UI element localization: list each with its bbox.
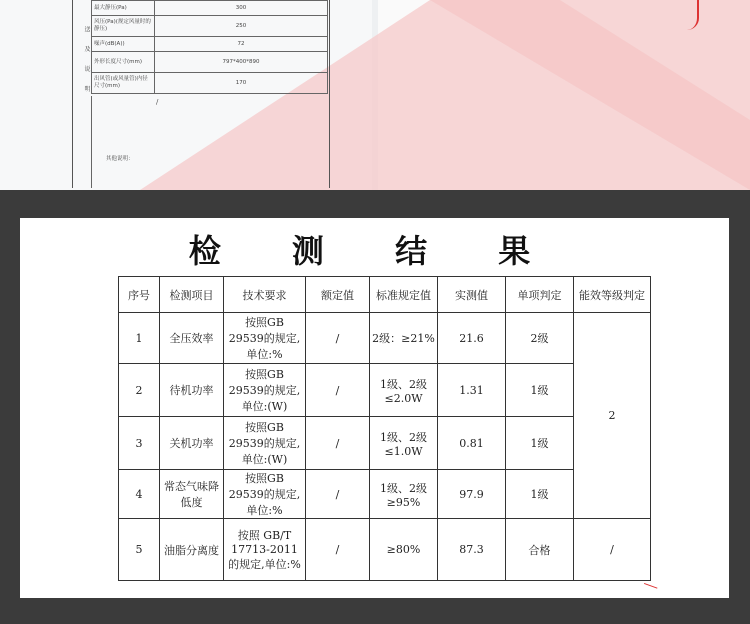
cell-requirement: 按照GB 29539的规定,单位:% xyxy=(224,470,306,519)
cell-energy-grade-row5: / xyxy=(574,519,651,581)
page-title: 检 测 结 果 xyxy=(188,232,561,270)
table-header-row xyxy=(119,277,651,313)
spec-value: 250 xyxy=(155,16,328,37)
header-judgement: 单项判定 xyxy=(506,277,574,313)
cell-item: 油脂分离度 xyxy=(160,519,224,581)
cell-rated: / xyxy=(306,313,370,364)
table-row xyxy=(119,470,651,519)
cell-judgement: 1级 xyxy=(506,470,574,519)
cell-standard: 1级、2级≥95% xyxy=(370,470,438,519)
cell-requirement: 按照 GB/T 17713-2011的规定,单位:% xyxy=(224,519,306,581)
cell-standard: 2级：≥21% xyxy=(370,313,438,364)
cell-measured: 87.3 xyxy=(438,519,506,581)
cell-measured: 97.9 xyxy=(438,470,506,519)
spec-value: 300 xyxy=(155,1,328,16)
cell-judgement: 1级 xyxy=(506,417,574,470)
spec-row xyxy=(92,52,328,73)
spec-row xyxy=(92,37,328,52)
spec-table xyxy=(91,0,328,94)
spec-value: 170 xyxy=(155,73,328,94)
table-row xyxy=(119,364,651,417)
cell-standard: 1级、2级≤1.0W xyxy=(370,417,438,470)
cell-measured: 0.81 xyxy=(438,417,506,470)
spec-row xyxy=(92,16,328,37)
cell-measured: 21.6 xyxy=(438,313,506,364)
header-measured: 实测值 xyxy=(438,277,506,313)
cell-requirement: 按照GB 29539的规定,单位:(W) xyxy=(224,417,306,470)
cell-no: 5 xyxy=(119,519,160,581)
spec-key: 噪声(dB(A)) xyxy=(92,37,155,52)
cell-no: 4 xyxy=(119,470,160,519)
cell-no: 2 xyxy=(119,364,160,417)
header-no: 序号 xyxy=(119,277,160,313)
result-page xyxy=(20,218,729,598)
cell-standard: ≥80% xyxy=(370,519,438,581)
spec-key: 外形长度尺寸(mm) xyxy=(92,52,155,73)
table-row xyxy=(119,313,651,364)
cell-item: 关机功率 xyxy=(160,417,224,470)
scanned-spec-page xyxy=(0,0,750,190)
cell-energy-grade: 2 xyxy=(574,313,651,519)
spec-key: 最大静压(Pa) xyxy=(92,1,155,16)
header-energy-grade: 能效等级判定 xyxy=(574,277,651,313)
remark-label: 其他说明： xyxy=(106,156,134,162)
cell-judgement: 1级 xyxy=(506,364,574,417)
cell-requirement: 按照GB 29539的规定,单位:(W) xyxy=(224,364,306,417)
spec-row xyxy=(92,73,328,94)
cell-no: 1 xyxy=(119,313,160,364)
table-row xyxy=(119,417,651,470)
header-standard: 标准规定值 xyxy=(370,277,438,313)
cell-rated: / xyxy=(306,470,370,519)
cell-rated: / xyxy=(306,519,370,581)
header-item: 检测项目 xyxy=(160,277,224,313)
spec-vertical-label: 送 及 说 明 xyxy=(83,26,90,98)
spec-value: 797*400*890 xyxy=(155,52,328,73)
cell-item: 全压效率 xyxy=(160,313,224,364)
remark-value: / xyxy=(156,98,159,106)
spec-row xyxy=(92,1,328,16)
cell-no: 3 xyxy=(119,417,160,470)
cell-item: 待机功率 xyxy=(160,364,224,417)
header-requirement: 技术要求 xyxy=(224,277,306,313)
cell-item: 常态气味降低度 xyxy=(160,470,224,519)
spec-value: 72 xyxy=(155,37,328,52)
results-table xyxy=(118,276,651,581)
cell-rated: / xyxy=(306,417,370,470)
cell-requirement: 按照GB 29539的规定,单位:% xyxy=(224,313,306,364)
cell-judgement: 合格 xyxy=(506,519,574,581)
cell-standard: 1级、2级≤2.0W xyxy=(370,364,438,417)
header-rated: 额定值 xyxy=(306,277,370,313)
cell-judgement: 2级 xyxy=(506,313,574,364)
remark-cell xyxy=(91,96,329,188)
spec-key: 风压(Pa)(规定风量时的静压) xyxy=(92,16,155,37)
cell-measured: 1.31 xyxy=(438,364,506,417)
table-row xyxy=(119,519,651,581)
spec-key: 出风管(或风量管)内径尺寸(mm) xyxy=(92,73,155,94)
cell-rated: / xyxy=(306,364,370,417)
